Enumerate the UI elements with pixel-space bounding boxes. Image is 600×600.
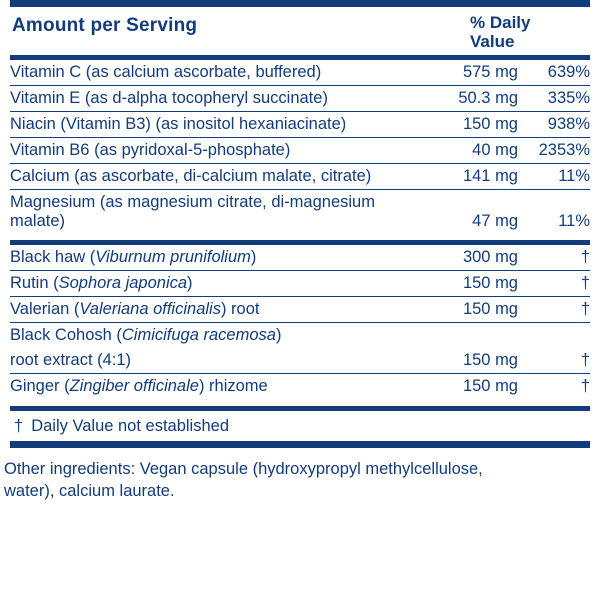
ingredient-dv: † xyxy=(518,245,590,270)
ingredient-amount: 150 mg xyxy=(432,296,518,322)
table-row xyxy=(10,296,590,322)
nutrient-dv: 11% xyxy=(558,211,590,230)
nutrient-dv: 938% xyxy=(518,112,590,138)
ingredient-latin-name: Sophora japonica xyxy=(58,273,188,292)
table-row xyxy=(10,322,590,347)
ingredient-dv: † xyxy=(518,348,590,373)
herbs-table xyxy=(10,245,590,399)
ingredient-name xyxy=(10,373,432,398)
ingredient-amount: 150 mg xyxy=(432,348,518,373)
ingredient-name-pre: Ginger ( xyxy=(10,376,70,395)
amount-per-serving-label: Amount per Serving xyxy=(12,15,198,36)
ingredient-amount xyxy=(432,322,518,347)
nutrient-dv: 11% xyxy=(518,163,590,189)
daily-value-footnote xyxy=(10,411,590,441)
ingredient-name-post: ) root xyxy=(220,299,260,318)
table-row xyxy=(10,270,590,296)
table-row xyxy=(10,86,590,112)
bottom-divider-bar xyxy=(10,441,590,448)
footnote-text: Daily Value not established xyxy=(31,416,230,435)
panel-header xyxy=(12,7,588,55)
nutrient-name: Vitamin B6 (as pyridoxal-5-phosphate) xyxy=(10,137,432,163)
ingredient-latin-name: Valeriana officinalis xyxy=(79,299,221,318)
nutrient-dv: 335% xyxy=(518,86,590,112)
nutrient-amount: 141 mg xyxy=(432,163,518,189)
nutrient-name: Calcium (as ascorbate, di-calcium malate, citrate) xyxy=(10,163,432,189)
table-row xyxy=(10,112,590,138)
ingredient-dv: † xyxy=(518,270,590,296)
table-row xyxy=(10,245,590,270)
ingredient-name xyxy=(10,322,432,347)
nutrient-name: Vitamin C (as calcium ascorbate, buffered) xyxy=(10,60,432,85)
daily-value-line2: Value xyxy=(470,32,515,52)
table-row xyxy=(10,348,590,373)
nutrient-amount: 575 mg xyxy=(432,60,518,85)
dagger-symbol: † xyxy=(14,416,24,435)
ingredient-name-continued: root extract (4:1) xyxy=(10,348,432,373)
table-row xyxy=(10,137,590,163)
ingredient-amount: 300 mg xyxy=(432,245,518,270)
ingredient-name xyxy=(10,270,432,296)
nutrient-amount: 47 mg xyxy=(472,211,518,230)
other-ingredients-line2: water), calcium laurate. xyxy=(4,481,175,500)
ingredient-name xyxy=(10,245,432,270)
ingredient-name-pre: Valerian ( xyxy=(10,299,80,318)
daily-value-header xyxy=(464,13,588,51)
ingredient-name-pre: Black Cohosh ( xyxy=(10,325,122,344)
ingredient-dv xyxy=(518,322,590,347)
ingredient-latin-name: Cimicifuga racemosa xyxy=(121,325,276,344)
ingredient-name-pre: Rutin ( xyxy=(10,273,59,292)
ingredient-latin-name: Viburnum prunifolium xyxy=(95,247,251,266)
ingredient-name-post: ) rhizome xyxy=(198,376,268,395)
table-row xyxy=(10,373,590,398)
ingredient-latin-name: Zingiber officinale xyxy=(69,376,199,395)
nutrient-amount: 150 mg xyxy=(432,112,518,138)
ingredient-amount: 150 mg xyxy=(462,376,518,395)
table-row xyxy=(10,189,590,233)
ingredient-amount: 150 mg xyxy=(432,270,518,296)
nutrient-dv: 2353% xyxy=(518,137,590,163)
nutrient-dv: 639% xyxy=(518,60,590,85)
other-ingredients xyxy=(4,448,584,503)
ingredient-dv: † xyxy=(518,296,590,322)
nutrient-name: Vitamin E (as d-alpha tocopheryl succinate) xyxy=(10,86,432,112)
ingredient-name-post: ) xyxy=(275,325,282,344)
nutrient-name: Niacin (Vitamin B3) (as inositol hexaniacinate) xyxy=(10,112,432,138)
ingredient-name-pre: Black haw ( xyxy=(10,247,96,266)
table-row xyxy=(10,60,590,85)
ingredient-name xyxy=(10,296,432,322)
daily-value-line1: % Daily xyxy=(470,13,531,32)
nutrient-amount: 50.3 mg xyxy=(432,86,518,112)
top-divider-bar xyxy=(10,0,590,7)
other-ingredients-line1: Other ingredients: Vegan capsule (hydroxypropyl methylcellulose, xyxy=(4,459,483,478)
ingredient-name-post: ) xyxy=(250,247,257,266)
nutrient-amount: 40 mg xyxy=(432,137,518,163)
nutrient-name: Magnesium (as magnesium citrate, di-magnesium malate) xyxy=(10,192,375,230)
table-row xyxy=(10,163,590,189)
ingredient-dv: † xyxy=(580,376,590,395)
vitamins-table xyxy=(10,60,590,234)
ingredient-name-post: ) xyxy=(187,273,193,292)
